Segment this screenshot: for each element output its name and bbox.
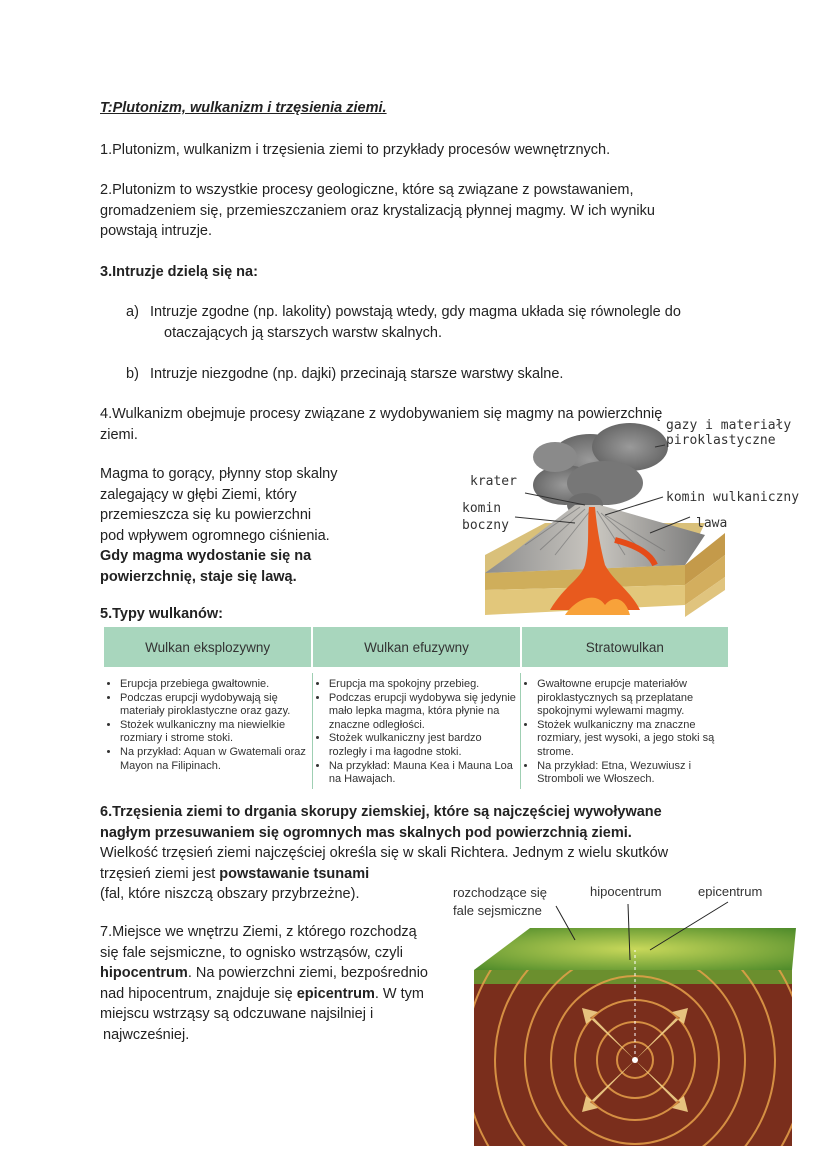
paragraph-7	[100, 922, 428, 1045]
label-seismic-waves-line: rozchodzące się	[453, 885, 547, 900]
label-side-vent-line: komin	[462, 501, 502, 516]
ash-cloud	[533, 423, 668, 517]
text-span: trzęsień ziemi jest	[100, 865, 220, 882]
label-side-vent	[462, 500, 509, 534]
intrusions-heading: 3.Intruzje dzielą się na:	[100, 264, 258, 280]
list-item: • Stożek wulkaniczny jest bardzo rozległy i ma łagodne stoki.	[329, 732, 516, 759]
paragraph-7-line: 7.Miejsce we wnętrzu Ziemi, z którego rozchodzą	[100, 924, 417, 940]
list-item: • Gwałtowne erupcje materiałów piroklastycznych są przeplatane spokojnymi wylewami magmy.	[537, 678, 725, 719]
table-cell	[521, 673, 729, 789]
table-header: Wulkan efuzywny	[312, 627, 520, 667]
text-span: . W tym	[374, 985, 424, 1002]
label-gases-line: gazy i materiały	[666, 418, 792, 433]
label-lava: lawa	[696, 516, 728, 531]
tsunami-term: powstawanie tsunami	[219, 865, 370, 882]
volcano-types-table	[104, 627, 730, 789]
paragraph-6-line: Wielkość trzęsień ziemi najczęściej określa się w skali Richtera. Jednym z wielu skutków	[100, 845, 669, 861]
list-item: • Stożek wulkaniczny ma niewielkie rozmiary i strome stoki.	[120, 719, 308, 746]
list-item-a-line: otaczających ją starszych warstw skalnych.	[164, 324, 443, 341]
list-item: • Erupcja przebiega gwałtownie.	[120, 678, 308, 692]
list-item: • Erupcja ma spokojny przebieg.	[329, 678, 516, 692]
label-seismic-waves-line: fale sejsmiczne	[453, 903, 542, 918]
paragraph-6-bold-line: 6.Trzęsienia ziemi to drgania skorupy ziemskiej, które są najczęściej wywoływane	[100, 804, 662, 820]
paragraph-6	[100, 802, 668, 905]
magma-bold-line: powierzchnię, staje się lawą.	[100, 568, 297, 585]
paragraph-7-line: najwcześniej.	[103, 1026, 190, 1043]
text-span: nad hipocentrum, znajduje się	[100, 985, 297, 1002]
epicenter-term: epicentrum	[296, 985, 375, 1002]
list-item-a	[150, 302, 681, 343]
paragraph-4-line: ziemi.	[100, 426, 138, 443]
list-item: • Podczas erupcji wydobywa się jedynie mało lepka magma, która płynie na znaczne odległości.	[329, 692, 516, 733]
label-gases-line: piroklastyczne	[666, 433, 776, 448]
list-item: • Na przykład: Etna, Wezuwiusz i Stromboli we Włoszech.	[537, 760, 725, 787]
magma-line: pod wpływem ogromnego ciśnienia.	[100, 527, 330, 544]
table-cell	[104, 673, 312, 789]
paragraph-2	[100, 180, 655, 242]
magma-line: przemieszcza się ku powierzchni	[100, 507, 312, 523]
label-main-vent: komin wulkaniczny	[666, 490, 800, 505]
label-gases	[666, 418, 791, 448]
hypocenter-term: hipocentrum	[100, 965, 188, 981]
list-item-b-marker: b)	[126, 366, 139, 382]
list-item-a-marker: a)	[126, 304, 139, 320]
paragraph-7-line	[100, 984, 428, 1005]
list-item-a-line: Intruzje zgodne (np. lakolity) powstają wtedy, gdy magma układa się równolegle do	[150, 304, 681, 320]
list-item: • Na przykład: Mauna Kea i Mauna Loa na Hawajach.	[329, 760, 516, 787]
list-item-b: Intruzje niezgodne (np. dajki) przecinają starsze warstwy skalne.	[150, 366, 564, 382]
hypocenter-dot	[632, 1057, 638, 1063]
paragraph-6-line	[100, 864, 668, 885]
label-side-vent-line: boczny	[462, 518, 509, 533]
paragraph-4-line: 4.Wulkanizm obejmuje procesy związane z wydobywaniem się magmy na powierzchnię	[100, 406, 663, 422]
page-title: T:Plutonizm, wulkanizm i trzęsienia ziemi.	[100, 100, 387, 116]
label-epicenter: epicentrum	[698, 884, 763, 899]
paragraph-7-line	[100, 963, 428, 984]
label-hypocenter: hipocentrum	[590, 884, 662, 899]
magma-paragraph	[100, 464, 337, 587]
paragraph-7-line: miejscu wstrząsy są odczuwane najsilniej i	[100, 1006, 374, 1022]
magma-bold-line: Gdy magma wydostanie się na	[100, 548, 312, 564]
table-cell	[312, 673, 520, 789]
paragraph-6-bold-line: nagłym przesuwaniem się ogromnych mas skalnych pod powierzchnią ziemi.	[100, 824, 632, 841]
paragraph-2-line: 2.Plutonizm to wszystkie procesy geologiczne, które są związane z powstawaniem,	[100, 182, 634, 198]
paragraph-6-line: (fal, które niszczą obszary przybrzeżne).	[100, 886, 360, 902]
paragraph-1: 1.Plutonizm, wulkanizm i trzęsienia ziemi to przykłady procesów wewnętrznych.	[100, 142, 611, 158]
list-item: • Na przykład: Aquan w Gwatemali oraz Mayon na Filipinach.	[120, 746, 308, 773]
earthquake-illustration	[470, 900, 800, 1146]
magma-line: zalegający w głębi Ziemi, który	[100, 486, 297, 503]
paragraph-2-line: powstają intruzje.	[100, 223, 213, 239]
magma-line: Magma to gorący, płynny stop skalny	[100, 466, 338, 482]
table-header: Wulkan eksplozywny	[104, 627, 312, 667]
paragraph-7-line: się fale sejsmiczne, to ognisko wstrząsów, czyli	[100, 944, 403, 961]
paragraph-2-line: gromadzeniem się, przemieszczaniem oraz krystalizacją płynnej magmy. W ich wyniku	[100, 202, 655, 219]
text-span: . Na powierzchni ziemi, bezpośrednio	[187, 965, 428, 981]
list-item: • Stożek wulkaniczny ma znaczne rozmiary, jest wysoki, a jego stoki są strome.	[537, 719, 725, 760]
table-header: Stratowulkan	[521, 627, 729, 667]
volcano-types-heading: 5.Typy wulkanów:	[100, 606, 224, 622]
label-crater: krater	[470, 474, 517, 489]
list-item: • Podczas erupcji wydobywają się materiały piroklastyczne oraz gazy.	[120, 692, 308, 719]
